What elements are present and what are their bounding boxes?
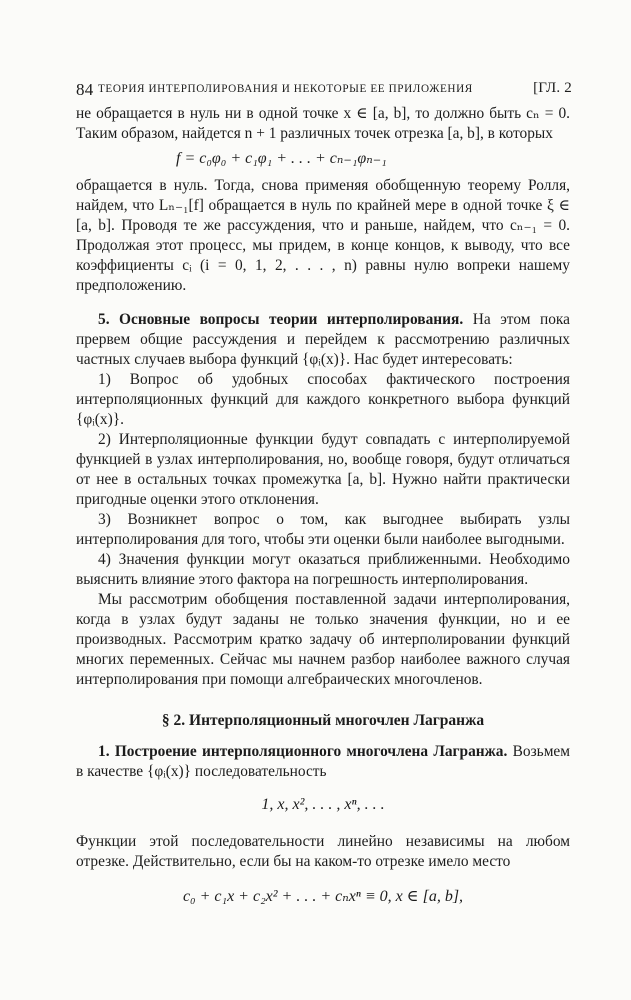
running-title: ТЕОРИЯ ИНТЕРПОЛИРОВАНИЯ И НЕКОТОРЫЕ ЕЕ ПРИЛОЖЕНИЯ bbox=[98, 83, 473, 95]
spacer bbox=[76, 296, 570, 310]
subsection-heading-5: 5. Основные вопросы теории интерполирования. bbox=[98, 311, 464, 328]
book-page bbox=[76, 80, 570, 908]
chapter-marker: [ГЛ. 2 bbox=[533, 80, 572, 96]
paragraph-6: Функции этой последовательности линейно независимы на любом отрезке. Действительно, если бы на каком-то отрезке имело место bbox=[76, 833, 570, 870]
page-number: 84 bbox=[76, 80, 94, 99]
paragraph-5 bbox=[76, 742, 570, 782]
formula-polynomial: c₀ + c₁x + c₂x² + . . . + cₙxⁿ ≡ 0, x ∈ [a, b], bbox=[182, 888, 464, 905]
formula-sequence: 1, x, x², . . . , xⁿ, . . . bbox=[261, 796, 385, 813]
list-item-2: 2) Интерполяционные функции будут совпадать с интерполируемой функцией в узлах интерполирования, но, вообще говоря, будут отличаться от нее в остальных точках промежутка [a, b]. Нужно найти практически пригодные оценки этого отклонения. bbox=[76, 431, 570, 508]
paragraph-1: не обращается в нуль ни в одной точке x ∈ [a, b], то должно быть cₙ = 0. Таким образом, найдется n + 1 различных точек отрезка [a, b], в которых bbox=[76, 105, 570, 142]
paragraph-5-body: Возьмем в качестве {φᵢ(x)} последовательность bbox=[76, 743, 571, 780]
paragraph-4: Мы рассмотрим обобщения поставленной задачи интерполирования, когда в узлах будут заданы не только значения функции, но и ее производных. Рассмотрим кратко задачу об интерполировании функций многих переменных. Сейчас мы начнем разбор наиболее важного случая интерполирования при помощи алгебраических многочленов. bbox=[76, 591, 570, 688]
subsection-heading-1: 1. Построение интерполяционного многочлена Лагранжа. bbox=[98, 743, 508, 760]
paragraph-3-body: На этом пока прервем общие рассуждения и перейдем к рассмотрению различных частных случаев выбора функций {φᵢ(x)}. Нас будет интересовать: bbox=[76, 311, 570, 368]
formula-sum: f = c₀φ₀ + c₁φ₁ + . . . + cₙ₋₁φₙ₋₁ bbox=[176, 150, 387, 167]
list-item-1: 1) Вопрос об удобных способах фактического построения интерполяционных функций для каждого конкретного выбора функций {φᵢ(x)}. bbox=[76, 371, 570, 428]
paragraph-2: обращается в нуль. Тогда, снова применяя обобщенную теорему Ролля, найдем, что Lₙ₋₁[f] обращается в нуль по крайней мере в одной точке ξ ∈ [a, b]. Проводя те же рассуждения, что и раньше, найдем, что cₙ₋₁ = 0. Продолжая этот процесс, мы придем, в конце концов, к выводу, что все коэффициенты cᵢ (i = 0, 1, 2, . . . , n) равны нулю вопреки нашему предположению. bbox=[76, 177, 570, 294]
section-title: § 2. Интерполяционный многочлен Лагранжа bbox=[161, 712, 485, 729]
list-item-4: 4) Значения функции могут оказаться приближенными. Необходимо выяснить влияние этого фактора на погрешность интерполирования. bbox=[76, 551, 570, 588]
running-header bbox=[76, 80, 570, 104]
list-item-3: 3) Возникнет вопрос о том, как выгоднее выбирать узлы интерполирования для того, чтобы эти оценки были наиболее выгодными. bbox=[76, 511, 570, 548]
paragraph-3 bbox=[76, 310, 570, 370]
